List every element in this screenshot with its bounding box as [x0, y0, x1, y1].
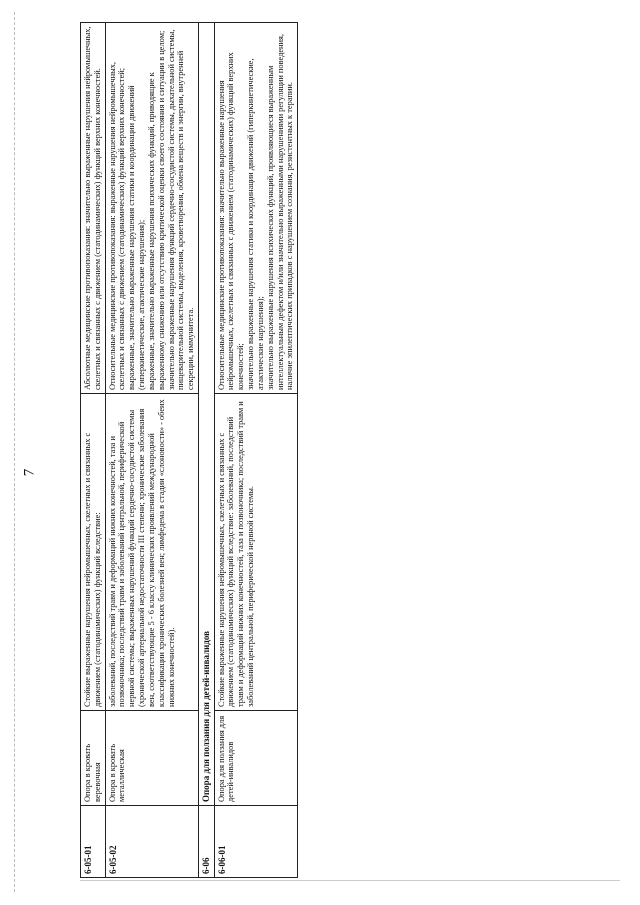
device-name: Опора в кровать веревочная	[81, 711, 106, 806]
contraindications-cell	[105, 23, 198, 394]
contra-paragraph: значительно выраженные нарушения функций сердечно-сосудистой системы, дыхательной системы, пищеварительной системы, выделения, кроветворения, обмена веществ и энергии, внутренней секреции, иммунитета.	[166, 29, 196, 390]
table-row	[81, 23, 106, 878]
indications-cell: Стойкие выраженные нарушения нейромышечных, скелетных и связанных с движением (статодинамических) функций вследствие:	[81, 394, 106, 711]
contra-paragraph: Относительные медицинские противопоказания: выраженные нарушения нейромышечных, скелетных и связанных с движением (статодинамических) функций верхних конечностей;	[107, 61, 127, 390]
scan-bottom-line	[80, 880, 620, 881]
rotated-document-table	[80, 23, 585, 878]
section-row	[199, 23, 215, 878]
contra-paragraph: значительно выраженные нарушения статики и координации движений (гиперкинетические, атактические нарушения);	[246, 58, 265, 390]
indications-cell: Стойкие выраженные нарушения нейромышечных, скелетных и связанных с движением (статодинамических) функций вследствие: заболеваний, последствий травм и деформаций нижних конечностей, таза и позвоночника; последствий травм и заболеваний центральной, периферической нервной системы.	[214, 394, 298, 711]
table-row	[214, 23, 298, 878]
device-code: 6-06-01	[214, 806, 298, 878]
section-title: Опора для ползания для детей-инвалидов	[199, 23, 215, 806]
device-table	[80, 22, 298, 878]
contra-paragraph: значительно выраженные нарушения психических функций, проявляющиеся выраженным интеллектуальным дефектом и/или значительно выраженными нарушениями регуляции поведения, наличие эпилептических припадков с нарушением сознания, резистентных к терапии.	[265, 34, 295, 390]
contra-paragraph: выраженные, значительно выраженные нарушения статики и координации движений (гиперкинетические, атактические нарушения);	[127, 85, 147, 390]
device-name: Опора для ползания для детей-инвалидов	[214, 711, 298, 806]
table-row	[105, 23, 198, 878]
section-code: 6-06	[199, 806, 215, 878]
contra-paragraph: выраженные, значительно выраженные нарушения психических функций, приводящие к выраженному снижению или отсутствию критической оценки своего состояния и ситуации в целом;	[146, 30, 166, 390]
contraindications-cell: Абсолютные медицинские противопоказания: значительно выраженные нарушения нейромышечных, скелетных и связанных с движением (статодинамических) функций верхних конечностей.	[81, 23, 106, 394]
contra-paragraph: Относительные медицинские противопоказания: значительно выраженные нарушения нейромышечных, скелетных и связанных с движением (статодинамических) функций верхних конечностей;	[216, 52, 246, 390]
device-code: 6-05-01	[81, 806, 106, 878]
device-name: Опора в кровать металлическая	[105, 711, 198, 806]
scan-edge-line	[14, 12, 17, 892]
contraindications-cell	[214, 23, 298, 394]
indications-cell: заболеваний, последствий травм и деформаций нижних конечностей, таза и позвоночника; последствий травм и заболеваний центральной, периферической нервной системы; выраженных нарушений функций сердечно-сосудистой системы (хронической артериальной недостаточности III степени; хронические заболевания вен, соответствующие 5 - 6 классу клинических проявлений международной классификации хронических болезней вен; лимфедема в стадии «слоновости» - обеих нижних конечностей).	[105, 394, 198, 711]
device-code: 6-05-02	[105, 806, 198, 878]
page-number: 7	[21, 468, 38, 477]
